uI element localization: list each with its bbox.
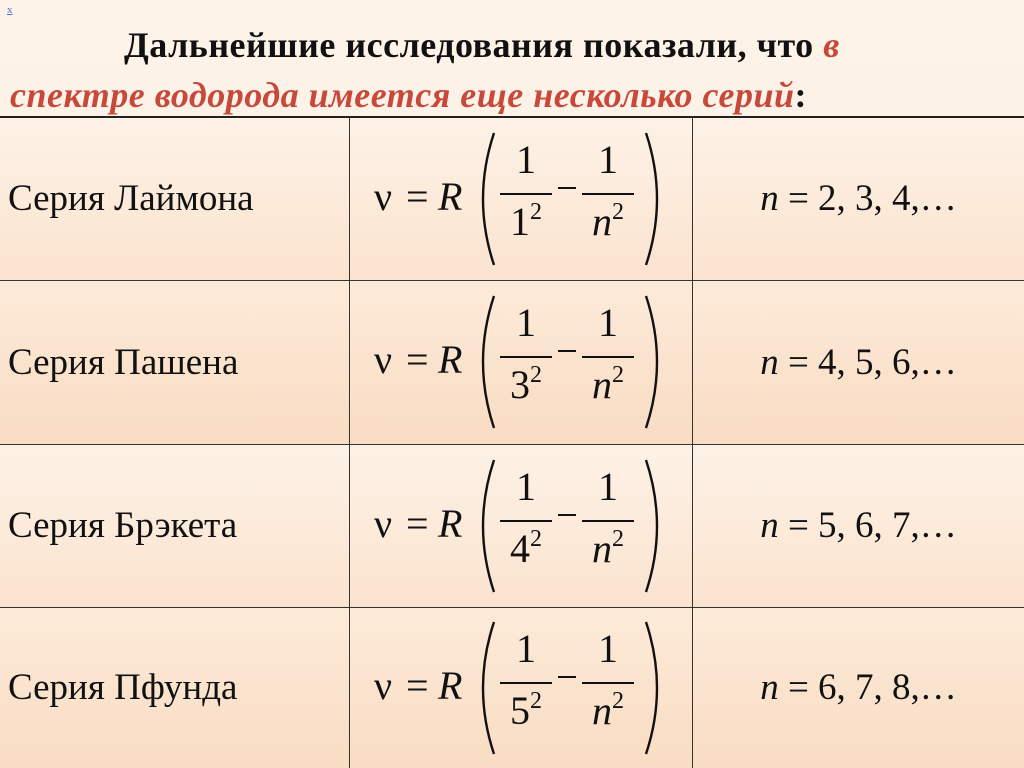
corner-link[interactable]: x: [7, 4, 13, 16]
heading-line-1-accent: в: [823, 25, 840, 65]
n-range-cell: [693, 117, 1024, 280]
fraction-second: [578, 464, 638, 588]
formula-cell: [350, 117, 693, 280]
fraction-denominator: [496, 526, 556, 572]
right-paren-icon: [642, 129, 670, 269]
denominator-n: n: [592, 362, 612, 407]
fraction-numerator: 1: [578, 300, 638, 346]
denominator-power: 2: [530, 688, 542, 714]
fraction-bar: [582, 193, 634, 195]
rydberg-formula: [370, 456, 692, 596]
denominator-n-power: 2: [612, 526, 624, 552]
table-row: [0, 607, 1024, 768]
fraction-first: [496, 300, 556, 424]
denominator-power: 2: [530, 199, 542, 225]
n-variable: n: [760, 342, 779, 383]
n-range-values: = 2, 3, 4,…: [779, 178, 957, 219]
denominator-power: 2: [530, 362, 542, 388]
n-range-values: = 5, 6, 7,…: [779, 505, 957, 546]
rydberg-formula: [370, 129, 692, 269]
n-range-cell: [693, 280, 1024, 444]
denominator-n: n: [592, 688, 612, 733]
series-name-cell: [0, 444, 350, 607]
formula-cell: [350, 607, 693, 768]
n-range-cell: [693, 444, 1024, 607]
fraction-second: [578, 300, 638, 424]
table-row: [0, 444, 1024, 607]
formula-nu: ν: [374, 173, 392, 220]
heading-line-1: [124, 20, 840, 70]
fraction-second: [578, 137, 638, 261]
fraction-numerator: 1: [496, 626, 556, 672]
table-row: [0, 117, 1024, 280]
fraction-denominator: [496, 199, 556, 245]
formula-rydberg-constant: R: [438, 173, 462, 220]
fraction-denominator: [578, 362, 638, 408]
series-name: Серия Лаймона: [8, 178, 254, 219]
denominator-base: 3: [510, 362, 530, 407]
minus-sign: [558, 350, 576, 352]
denominator-n: n: [592, 526, 612, 571]
fraction-denominator: [496, 688, 556, 734]
denominator-base: 4: [510, 526, 530, 571]
fraction-bar: [582, 520, 634, 522]
formula-nu: ν: [374, 336, 392, 383]
left-paren-icon: [470, 456, 498, 596]
formula-nu: ν: [374, 662, 392, 709]
series-name-cell: [0, 280, 350, 444]
table-row: [0, 280, 1024, 444]
minus-sign: [558, 514, 576, 516]
series-name: Серия Брэкета: [8, 505, 237, 546]
n-variable: n: [760, 505, 779, 546]
fraction-numerator: 1: [496, 464, 556, 510]
denominator-power: 2: [530, 526, 542, 552]
formula-nu: ν: [374, 500, 392, 547]
fraction-bar: [582, 356, 634, 358]
n-range-values: = 4, 5, 6,…: [779, 342, 957, 383]
right-paren-icon: [642, 292, 670, 432]
heading-line-2-text: :: [795, 75, 808, 115]
fraction-denominator: [578, 688, 638, 734]
fraction-first: [496, 137, 556, 261]
formula-cell: [350, 280, 693, 444]
fraction-denominator: [496, 362, 556, 408]
n-range-cell: [693, 607, 1024, 768]
formula-cell: [350, 444, 693, 607]
formula-equals: =: [406, 662, 429, 709]
formula-rydberg-constant: R: [438, 500, 462, 547]
fraction-numerator: 1: [496, 300, 556, 346]
slide-heading: [0, 14, 1024, 116]
denominator-n-power: 2: [612, 688, 624, 714]
fraction-denominator: [578, 526, 638, 572]
fraction-first: [496, 626, 556, 750]
fraction-bar: [582, 682, 634, 684]
left-paren-icon: [470, 292, 498, 432]
rydberg-formula: [370, 618, 692, 758]
series-name: Серия Пашена: [8, 342, 238, 383]
fraction-first: [496, 464, 556, 588]
heading-line-1-text: Дальнейшие исследования показали, что: [124, 25, 823, 65]
formula-equals: =: [406, 173, 429, 220]
denominator-base: 1: [510, 199, 530, 244]
n-range-values: = 6, 7, 8,…: [779, 667, 957, 708]
denominator-n-power: 2: [612, 362, 624, 388]
right-paren-icon: [642, 618, 670, 758]
n-variable: n: [760, 178, 779, 219]
series-name-cell: [0, 117, 350, 280]
fraction-numerator: 1: [578, 464, 638, 510]
fraction-numerator: 1: [578, 626, 638, 672]
formula-equals: =: [406, 500, 429, 547]
right-paren-icon: [642, 456, 670, 596]
heading-line-2: [10, 70, 807, 120]
fraction-second: [578, 626, 638, 750]
denominator-n-power: 2: [612, 199, 624, 225]
n-variable: n: [760, 667, 779, 708]
formula-rydberg-constant: R: [438, 662, 462, 709]
fraction-bar: [500, 682, 552, 684]
formula-equals: =: [406, 336, 429, 383]
rydberg-formula: [370, 292, 692, 432]
left-paren-icon: [470, 129, 498, 269]
minus-sign: [558, 676, 576, 678]
heading-line-2-accent: спектре водорода имеется еще несколько серий: [10, 75, 795, 115]
minus-sign: [558, 187, 576, 189]
fraction-numerator: 1: [578, 137, 638, 183]
left-paren-icon: [470, 618, 498, 758]
denominator-n: n: [592, 199, 612, 244]
fraction-denominator: [578, 199, 638, 245]
fraction-numerator: 1: [496, 137, 556, 183]
fraction-bar: [500, 193, 552, 195]
fraction-bar: [500, 356, 552, 358]
series-name-cell: [0, 607, 350, 768]
formula-rydberg-constant: R: [438, 336, 462, 383]
fraction-bar: [500, 520, 552, 522]
spectral-series-table: [0, 116, 1024, 768]
denominator-base: 5: [510, 688, 530, 733]
series-name: Серия Пфунда: [8, 667, 237, 708]
